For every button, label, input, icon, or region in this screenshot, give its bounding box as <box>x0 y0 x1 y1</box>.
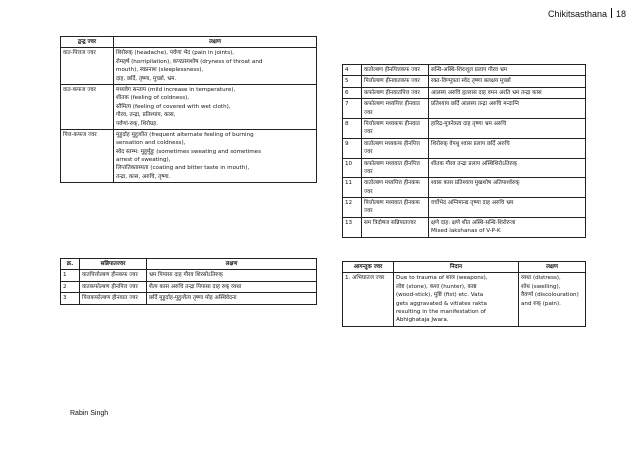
line: and रुक् (pain). <box>521 300 561 307</box>
row-number: 2 <box>61 281 80 292</box>
sannipata-continued-table <box>342 64 586 238</box>
dvandva-table <box>60 36 317 183</box>
table-row <box>343 118 586 138</box>
row-lakshana: आलस्य अरुचि हृल्लास दाह वमन अरति भ्रम तन्द्रा कास <box>429 87 586 98</box>
row-lakshana: छर्दि मुहुर्दाह-मुहुःशैत्य तृष्णा मोह अस्थिवेदना <box>147 293 317 304</box>
row-number: 10 <box>343 158 362 178</box>
row-lakshana <box>429 217 586 237</box>
row-name: वातोल्बण मध्यपित्त हीनकफ ज्वर <box>362 178 429 198</box>
row-lakshana: रक्त-विण्मूत्रता स्वेद तृष्णा बलक्षय मूर्च्छा <box>429 76 586 87</box>
line: mouth), स्वप्ननाश (sleeplessness), <box>116 67 204 74</box>
line: शिरोरुक् (headache), पर्वणां भेद (pain in joints), <box>116 50 235 57</box>
line: रोमहर्ष (horripilation), कण्ठास्यशोष (dryness of throat and <box>116 58 263 65</box>
table-row <box>343 273 586 326</box>
table-row <box>61 293 317 304</box>
table-row <box>343 178 586 198</box>
row-name: कफोल्बण हीनवातपित्त ज्वर <box>362 87 429 98</box>
col-header-aagantuka: आगन्तुक ज्वर <box>343 262 394 273</box>
row-number: 8 <box>343 118 362 138</box>
line: Due to trauma of शस्त्र (weapons), <box>396 275 488 282</box>
row-number: 11 <box>343 178 362 198</box>
row-number: 3 <box>61 293 80 304</box>
table-row <box>343 217 586 237</box>
row-lakshana <box>114 48 317 85</box>
line: स्वेद स्तम्भ: मुहुर्मुहुः (sometimes sweating and sometimes <box>116 148 262 155</box>
row-number: 9 <box>343 138 362 158</box>
col-header-lakshana: लक्षण <box>114 37 317 48</box>
line: पर्वणां-रुक्, शिरोग्रह. <box>116 120 158 127</box>
line: (wood-stick), मुष्टि (fist) etc. Vata <box>396 292 484 299</box>
row-name: पित्तोल्बण मध्यकफ हीनवात ज्वर <box>362 118 429 138</box>
line: Mixed lakshanas of V-P-K <box>431 228 501 235</box>
table-header-row <box>343 262 586 273</box>
aagantuka-table <box>342 261 586 327</box>
row-name: वातकफोल्बण हीनपित्त ज्वर <box>80 281 147 292</box>
row-name: पित्तोल्बण मध्यवात हीनकफ ज्वर <box>362 198 429 218</box>
table-row <box>343 198 586 218</box>
row-number: 5 <box>343 76 362 87</box>
row-name: कफोल्बण मध्यपित्त हीनवात ज्वर <box>362 99 429 119</box>
row-name: सम त्रिदोषज सन्निपातज्वर <box>362 217 429 237</box>
line: व्यथा (distress), <box>521 275 561 282</box>
table-row <box>61 129 317 182</box>
row-number: 1 <box>61 270 80 281</box>
table-row <box>61 84 317 129</box>
row-lakshana: वर्चोभेद अग्निमान्द्य तृष्णा दाह अरुचि भ्रम <box>429 198 586 218</box>
row-name: पित्त-कफज ज्वर <box>61 129 114 182</box>
line: Abhighataja Jwara. <box>396 317 449 324</box>
table-row <box>343 99 586 119</box>
col-header-number: क्र. <box>61 259 80 270</box>
line: लिप्ततिक्तास्यता (coating and bitter taste in mouth), <box>116 165 250 172</box>
line: शोथ (swelling), <box>521 283 561 290</box>
row-lakshana <box>114 129 317 182</box>
line: शीतक (feeling of coldness), <box>116 95 190 102</box>
row-lakshana: श्वास कास प्रतिश्याय मुखशोष अतिपार्श्वरुक् <box>429 178 586 198</box>
table-row <box>343 87 586 98</box>
row-lakshana: भ्रम पिपासा दाह गौरव शिरसोऽतिरुक् <box>147 270 317 281</box>
table-row <box>343 138 586 158</box>
table-row <box>61 48 317 85</box>
row-lakshana: शिरोरुक् वेपथु श्वास प्रलाप छर्दि अरुचि <box>429 138 586 158</box>
row-lakshana: प्रतिश्याय छर्दि आलस्य तन्द्रा अरुचि मन्दाग्नि <box>429 99 586 119</box>
row-name: वातोल्बण हीनपित्तकफ ज्वर <box>362 65 429 76</box>
table-row <box>343 76 586 87</box>
book-title: Chikitsasthana <box>547 9 607 19</box>
col-header-nidana: निदान <box>394 262 519 273</box>
line: sensation and coldness), <box>116 140 186 147</box>
line: arrest of sweating), <box>116 157 171 164</box>
line: स्तैमित्य (feeling of covered with wet cloth), <box>116 103 231 110</box>
row-lakshana <box>519 273 586 326</box>
line: लोष्ट (stone), कशा (hunter), काष्ठ <box>396 283 477 290</box>
row-number: 6 <box>343 87 362 98</box>
line: वैवर्ण्य (discolouration) <box>521 292 579 299</box>
line: मुहुर्दाह मुहुःशीत (frequent alternate feeling of burning <box>116 131 254 138</box>
row-name: वातपित्तोल्बण हीनकफ ज्वर <box>80 270 147 281</box>
row-lakshana: शीतक गौरव तन्द्रा प्रलाप अस्थिशिरोऽतिरुक् <box>429 158 586 178</box>
page-header <box>548 8 626 19</box>
line: दाह, छर्दि, तृष्णा, मूर्च्छा, भ्रम. <box>116 75 177 82</box>
page-footer-author: Rabin Singh <box>70 410 109 417</box>
row-name: पित्तकफोल्बण हीनवात ज्वर <box>80 293 147 304</box>
col-header-lakshana: लक्षण <box>147 259 317 270</box>
row-number: 7 <box>343 99 362 119</box>
line: क्षणे दाह: क्षणे शीत अस्थि-सन्धि-शिरोरुजा <box>431 219 516 226</box>
table-header-row <box>61 37 317 48</box>
row-name: वात-कफज ज्वर <box>61 84 114 129</box>
row-name: वात-पित्तज ज्वर <box>61 48 114 85</box>
row-number: 12 <box>343 198 362 218</box>
row-lakshana: सन्धि-अस्थि-शिरःशूल प्रलाप गौरव भ्रम <box>429 65 586 76</box>
row-nidana <box>394 273 519 326</box>
row-name: वातोल्बण मध्यकफ हीनपित्त ज्वर <box>362 138 429 158</box>
table-row <box>343 65 586 76</box>
line: तन्द्रा, कास, अरुचि, तृष्णा. <box>116 173 171 180</box>
table-row <box>343 158 586 178</box>
row-number: 4 <box>343 65 362 76</box>
row-lakshana: शैत्य कास अरुचि तन्द्रा पिपासा दाह रुक् व्यथा <box>147 281 317 292</box>
row-lakshana: हारिद्र-मूत्रनेत्रत्व दाह तृष्णा भ्रम अरुचि <box>429 118 586 138</box>
table-row <box>61 270 317 281</box>
line: resulting in the manifestation of <box>396 308 486 315</box>
row-name: 1. अभिघातज ज्वर <box>343 273 394 326</box>
table-row <box>61 281 317 292</box>
table-header-row <box>61 259 317 270</box>
col-header-dvandva: द्वन्द्व ज्वर <box>61 37 114 48</box>
sannipata-table <box>60 258 317 305</box>
row-number: 13 <box>343 217 362 237</box>
header-divider <box>611 8 612 18</box>
col-header-lakshana: लक्षण <box>519 262 586 273</box>
page-number: 18 <box>615 9 626 19</box>
row-lakshana <box>114 84 317 129</box>
row-name: पित्तोल्बण हीनवातकफ ज्वर <box>362 76 429 87</box>
row-name: कफोल्बण मध्यवात हीनपित्त ज्वर <box>362 158 429 178</box>
col-header-sannipata: सन्निपातज्वर <box>80 259 147 270</box>
line: मध्यवेग सन्ताप (mild increase in temperature), <box>116 86 236 93</box>
line: गौरव, तन्द्रा, प्रतिश्याय, कास, <box>116 112 176 119</box>
line: gets aggravated & vitiates rakta <box>396 300 487 307</box>
